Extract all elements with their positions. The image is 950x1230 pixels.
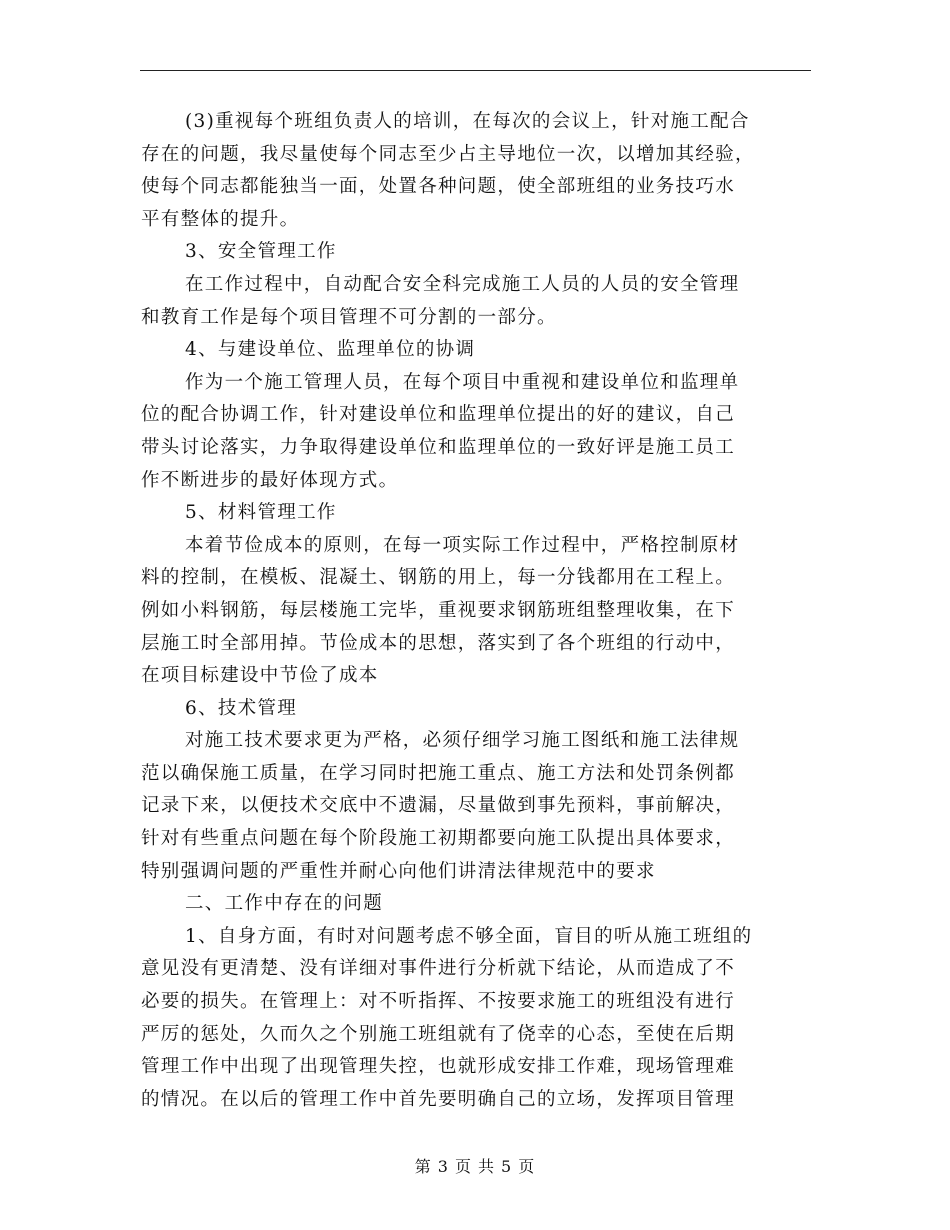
text-line: 例如小料钢筋，每层楼施工完毕，重视要求钢筋班组整理收集，在下 xyxy=(141,599,736,621)
text-line: 存在的问题，我尽量使每个同志至少占主导地位一次，以增加其经验， xyxy=(141,143,755,165)
header-rule xyxy=(140,70,811,71)
text-line: 范以确保施工质量，在学习同时把施工重点、施工方法和处罚条例都 xyxy=(141,762,736,784)
footer-total-pages: 5 xyxy=(501,1157,513,1176)
text-line: 作为一个施工管理人员，在每个项目中重视和建设单位和监理单 xyxy=(185,371,740,393)
footer-prefix: 第 xyxy=(414,1157,432,1176)
text-line: 料的控制，在模板、混凝土、钢筋的用上，每一分钱都用在工程上。 xyxy=(141,567,736,589)
text-line: 在项目标建设中节俭了成本 xyxy=(141,665,379,687)
text-line: 和教育工作是每个项目管理不可分割的一部分。 xyxy=(141,306,557,328)
text-line: 6、技术管理 xyxy=(185,697,298,719)
text-line: 使每个同志都能独当一面，处置各种问题，使全部班组的业务技巧水 xyxy=(141,176,736,198)
text-line: 3、安全管理工作 xyxy=(185,241,337,263)
footer-page-number: 3 xyxy=(437,1157,449,1176)
text-line: 在工作过程中，自动配合安全科完成施工人员的人员的安全管理 xyxy=(185,273,740,295)
text-line: 4、与建设单位、监理单位的协调 xyxy=(185,339,476,361)
text-line: 带头讨论落实，力争取得建设单位和监理单位的一致好评是施工员工 xyxy=(141,436,736,458)
body-text xyxy=(141,106,813,1116)
text-line: 记录下来，以便技术交底中不遗漏，尽量做到事先预料，事前解决， xyxy=(141,795,736,817)
text-line: 严厉的惩处，久而久之个别施工班组就有了侥幸的心态，至使在后期 xyxy=(141,1023,736,1045)
text-line: 意见没有更清楚、没有详细对事件进行分析就下结论，从而造成了不 xyxy=(141,958,736,980)
page-footer xyxy=(0,1154,950,1177)
text-line: (3)重视每个班组负责人的培训，在每次的会议上，针对施工配合 xyxy=(185,111,750,132)
text-line: 1、自身方面，有时对问题考虑不够全面，盲目的听从施工班组的 xyxy=(185,925,753,947)
text-line: 层施工时全部用掉。节俭成本的思想，落实到了各个班组的行动中， xyxy=(141,632,736,654)
text-line: 必要的损失。在管理上：对不听指挥、不按要求施工的班组没有进行 xyxy=(141,991,736,1013)
text-line: 本着节俭成本的原则，在每一项实际工作过程中，严格控制原材 xyxy=(185,534,740,556)
text-line: 5、材料管理工作 xyxy=(185,502,337,524)
footer-total-unit: 页 xyxy=(518,1157,536,1176)
footer-total-prefix: 共 xyxy=(478,1157,496,1176)
text-line: 二、工作中存在的问题 xyxy=(185,893,384,915)
text-line: 对施工技术要求更为严格，必须仔细学习施工图纸和施工法律规 xyxy=(185,730,740,752)
footer-page-unit: 页 xyxy=(454,1157,472,1176)
text-line: 的情况。在以后的管理工作中首先要明确自己的立场，发挥项目管理 xyxy=(141,1088,736,1110)
text-line: 管理工作中出现了出现管理失控，也就形成安排工作难，现场管理难 xyxy=(141,1056,736,1078)
text-line: 针对有些重点问题在每个阶段施工初期都要向施工队提出具体要求， xyxy=(141,828,736,850)
text-line: 作不断进步的最好体现方式。 xyxy=(141,469,399,491)
text-line: 特别强调问题的严重性并耐心向他们讲清法律规范中的要求 xyxy=(141,860,656,882)
text-line: 位的配合协调工作，针对建设单位和监理单位提出的好的建议，自己 xyxy=(141,404,736,426)
text-line: 平有整体的提升。 xyxy=(141,208,300,230)
